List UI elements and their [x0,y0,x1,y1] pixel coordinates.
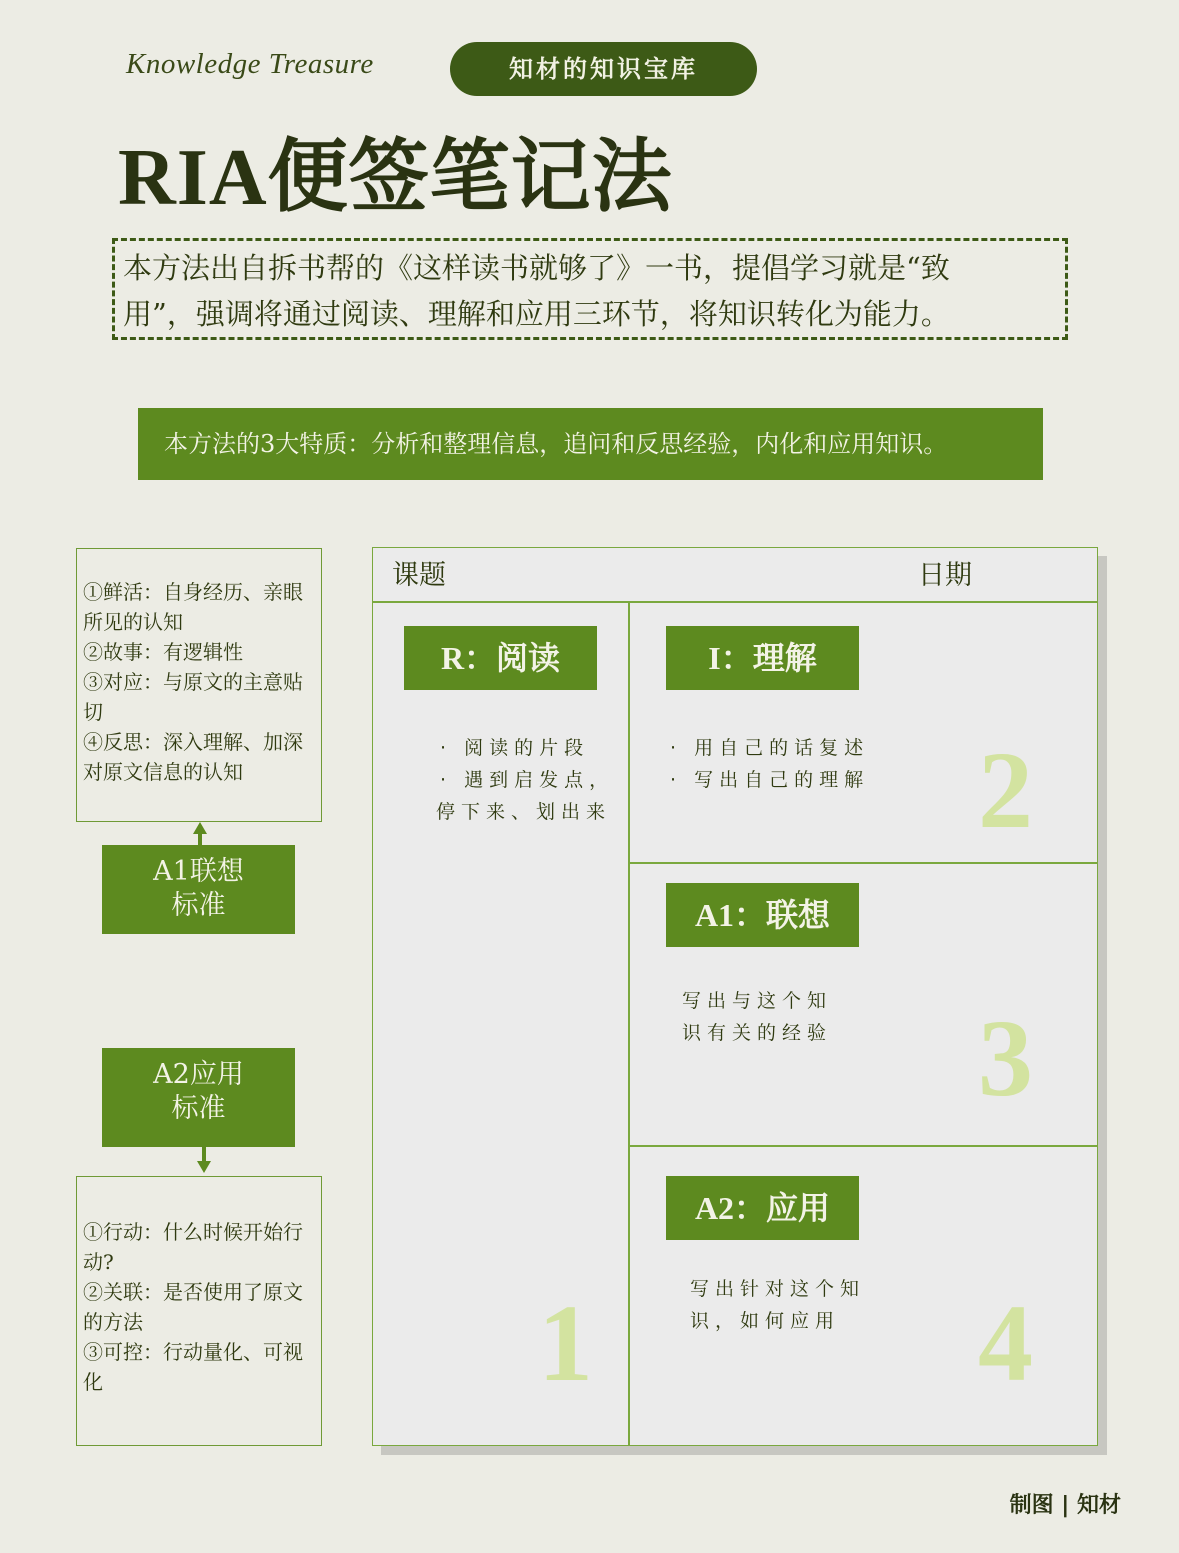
a2-criteria-item: ①行动：什么时候开始行动? [83,1220,303,1274]
r-note-line: · 遇到启发点， [440,769,615,791]
a1-criteria-item: ③对应：与原文的主意贴切 [83,670,303,724]
r-note-line: 停下来、划出来 [436,801,612,823]
intro-line-1: 本方法出自拆书帮的《这样读书就够了》一书，提倡学习就是“致 [123,251,950,285]
card-header-divider [373,601,1097,603]
a2-note-line: 写出针对这个知 [690,1278,866,1300]
brand-name: Knowledge Treasure [126,48,374,80]
card-row-divider-2 [629,1145,1097,1147]
page-title: RIA便签笔记法 [118,134,673,222]
traits-banner: 本方法的3大特质：分析和整理信息，追问和反思经验，内化和应用知识。 [138,408,1043,480]
a2-criteria-label [102,1048,295,1147]
i-understand-tag: I：理解 [666,626,859,690]
card-row-divider-1 [629,862,1097,864]
a1-criteria-box [76,548,322,822]
i-note-line: · 写出自己的理解 [670,769,870,791]
a1-criteria-label-line2: 标准 [171,890,226,921]
a2-criteria-label-line1: A2应用 [153,1059,244,1090]
a1-note-line: 识有关的经验 [682,1022,833,1044]
i-note-line: · 用自己的话复述 [670,737,870,759]
a1-note-line: 写出与这个知 [682,990,833,1012]
a2-notes [690,1273,865,1337]
arrow-up-line [198,832,202,845]
a2-criteria-item: ③可控：行动量化、可视化 [83,1340,303,1394]
a1-number: 3 [978,997,1033,1119]
r-note-line: · 阅读的片段 [440,737,590,759]
a1-criteria-item: ①鲜活：自身经历、亲眼所见的认知 [83,580,303,634]
arrow-down-icon [197,1161,211,1173]
arrow-down-line [202,1147,206,1161]
topic-label: 课题 [392,560,446,591]
a2-criteria-box [76,1176,322,1446]
i-number: 2 [978,729,1033,851]
a1-associate-tag: A1：联想 [666,883,859,947]
a1-criteria-label-line1: A1联想 [153,856,244,887]
a2-note-line: 识，如何应用 [690,1310,841,1332]
r-read-tag: R：阅读 [404,626,597,690]
intro-box [112,238,1068,340]
a2-criteria-item: ②关联：是否使用了原文的方法 [83,1280,303,1334]
intro-line-2: 用”，强调将通过阅读、理解和应用三环节，将知识转化为能力。 [123,297,950,331]
a2-apply-tag: A2：应用 [666,1176,859,1240]
r-notes [436,732,614,828]
card-column-divider [628,602,630,1445]
a1-criteria-label [102,845,295,934]
a2-number: 4 [978,1282,1033,1404]
a1-criteria-item: ④反思：深入理解、加深对原文信息的认知 [83,730,303,784]
a1-criteria-item: ②故事：有逻辑性 [83,640,243,664]
a1-notes [682,985,832,1049]
i-notes [670,732,869,796]
r-number: 1 [538,1282,593,1404]
date-label: 日期 [918,560,972,591]
credit-label: 制图 | 知材 [1009,1493,1121,1518]
brand-pill: 知材的知识宝库 [450,42,757,96]
a2-criteria-label-line2: 标准 [171,1093,226,1124]
